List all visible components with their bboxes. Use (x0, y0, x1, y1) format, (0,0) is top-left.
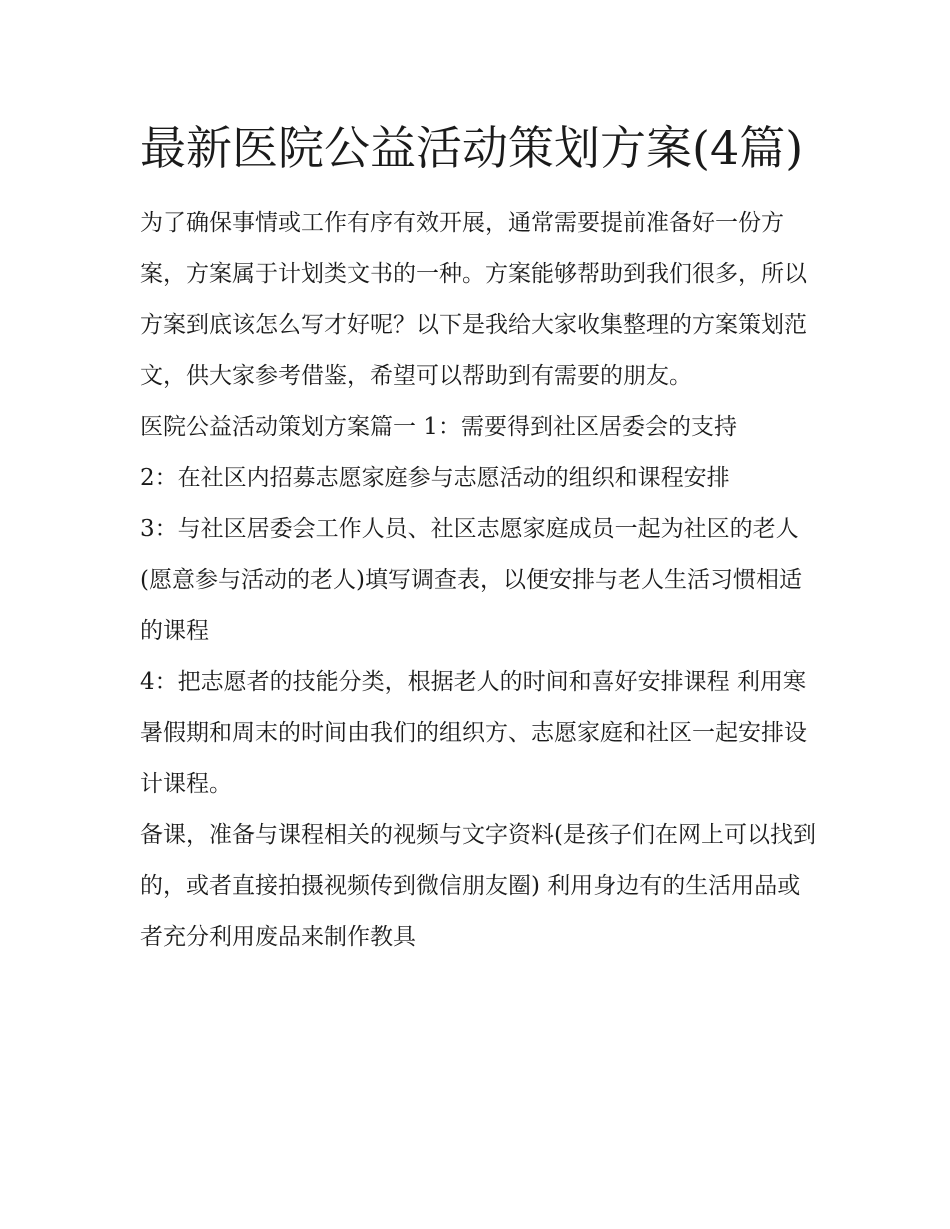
paragraph-step-4: 4：把志愿者的技能分类，根据老人的时间和喜好安排课程 利用寒暑假期和周末的时间由我们的组织方、志愿家庭和社区一起安排设计课程。 (140, 669, 807, 797)
paragraph-step-1: 医院公益活动策划方案篇一 1：需要得到社区居委会的支持 (140, 414, 737, 440)
paragraph-step-3: 3：与社区居委会工作人员、社区志愿家庭成员一起为社区的老人(愿意参与活动的老人)填写调查表，以便安排与老人生活习惯相适的课程 (140, 516, 802, 644)
paragraph-prepare: 备课，准备与课程相关的视频与文字资料(是孩子们在网上可以找到的，或者直接拍摄视频传到微信朋友圈) 利用身边有的生活用品或者充分利用废品来制作教具 (140, 822, 816, 950)
paragraph-intro: 为了确保事情或工作有序有效开展，通常需要提前准备好一份方案，方案属于计划类文书的一种。方案能够帮助到我们很多，所以方案到底该怎么写才好呢？以下是我给大家收集整理的方案策划范文，供大家参考借鉴，希望可以帮助到有需要的朋友。 (140, 210, 807, 389)
paragraph-step-2: 2：在社区内招募志愿家庭参与志愿活动的组织和课程安排 (140, 465, 730, 491)
document-title: 最新医院公益活动策划方案(4篇) (140, 121, 804, 175)
document-page (140, 112, 820, 963)
